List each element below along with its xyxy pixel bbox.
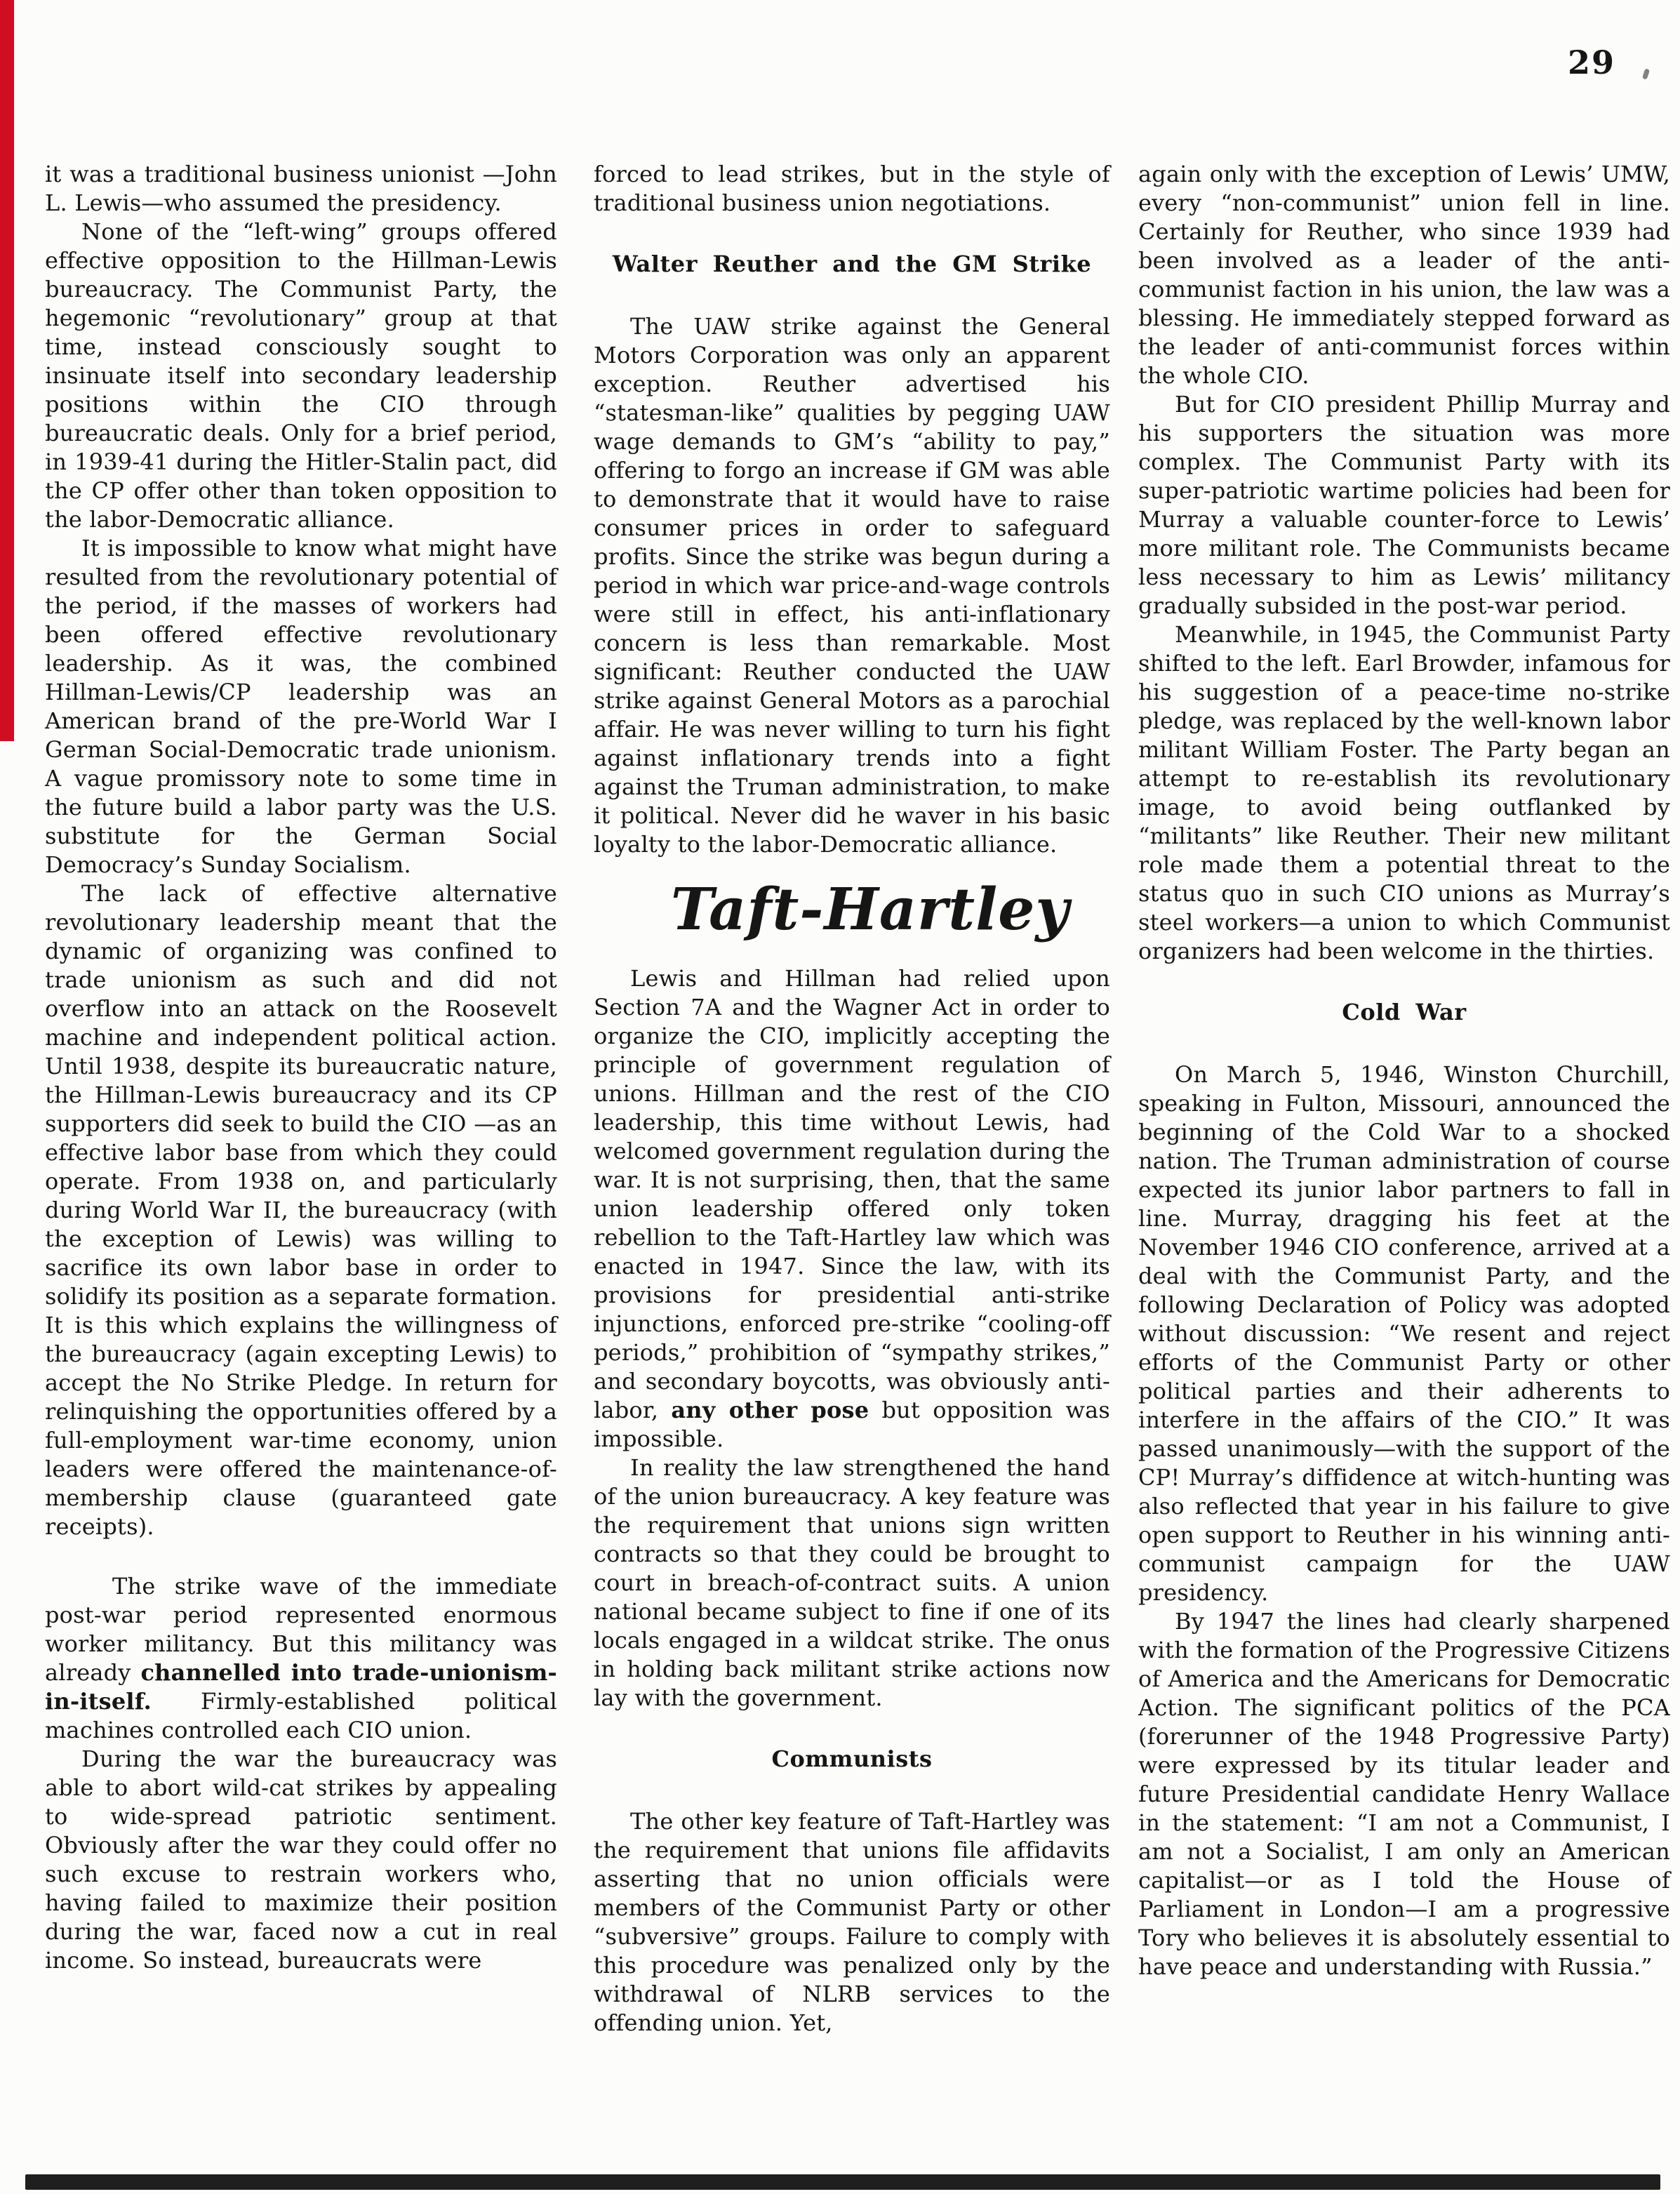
- ink-speck: [1642, 68, 1650, 79]
- para-middle-3: Lewis and Hillman had relied upon Section 7A and the Wagner Act in order to organize the CIO, implicitly accepting the principle of government regulation of unions. Hillman and the rest of the CIO leadership, this time without Lewis, had welcomed government regulation during the war. It is not surprising, then, that the same union leadership offered only token rebellion to the Taft-Hartley law which was enacted in 1947. Since the law, with its provisions for presidential anti-strike injunctions, enforced pre-strike “cooling-off periods,” prohibition of “sympathy strikes,” and secondary boycotts, was obviously anti-labor, any other pose but opposition was impossible.: [594, 965, 1110, 1452]
- para-left-6: During the war the bureaucracy was able to abort wild-cat strikes by appealing to wide-spread patriotic sentiment. Obviously after the war they could offer no such excuse to restrain workers who, having failed to maximize their position during the war, faced now a cut in real income. So instead, bureaucrats were: [45, 1746, 557, 1974]
- para-middle-5: The other key feature of Taft-Hartley was the requirement that unions file affidavits asserting that no union officials were members of the Communist Party or other “subversive” groups. Failure to comply with this procedure was penalized only by the withdrawal of NLRB services to the offending union. Yet,: [594, 1808, 1110, 2036]
- column-right: [1138, 160, 1670, 1981]
- para-middle-1: forced to lead strikes, but in the style of traditional business union negotiations.: [594, 161, 1110, 216]
- para-right-2: But for CIO president Phillip Murray and his supporters the situation was more complex. The Communist Party with its super-patriotic wartime policies had been for Murray a valuable counter-force to Lewis’ more militant role. The Communists became less necessary to him as Lewis’ militancy gradually subsided in the post-war period.: [1138, 391, 1670, 619]
- para-left-3: It is impossible to know what might have resulted from the revolutionary potential of the period, if the masses of workers had been offered effective revolutionary leadership. As it was, the combined Hillman-Lewis/CP leadership was an American brand of the pre-World War I German Social-Democratic trade unionism. A vague promissory note to some time in the future build a labor party was the U.S. substitute for the German Social Democracy’s Sunday Socialism.: [45, 535, 557, 878]
- section-heading-walter-reuther: Walter Reuther and the GM Strike: [612, 251, 1092, 277]
- para-left-4: The lack of effective alternative revolutionary leadership meant that the dynamic of organizing was confined to trade unionism as such and did not overflow into an attack on the Roosevelt machine and independent political action. Until 1938, despite its bureaucratic nature, the Hillman-Lewis bureaucracy and its CP supporters did seek to build the CIO —as an effective labor base from which they could operate. From 1938 on, and particularly during World War II, the bureaucracy (with the exception of Lewis) was willing to sacrifice its own labor base in order to solidify its position as a separate formation. It is this which explains the willingness of the bureaucracy (again excepting Lewis) to accept the No Strike Pledge. In return for relinquishing the opportunities offered by a full-employment war-time economy, union leaders were offered the maintenance-of-membership clause (guaranteed gate receipts).: [45, 880, 557, 1540]
- para-right-4: On March 5, 1946, Winston Churchill, speaking in Fulton, Missouri, announced the beginning of the Cold War to a shocked nation. The Truman administration of course expected its junior labor partners to fall in line. Murray, dragging his feet at the November 1946 CIO conference, arrived at a deal with the Communist Party, and the following Declaration of Policy was adopted without discussion: “We resent and reject efforts of the Communist Party or other political parties and their adherents to interfere in the affairs of the CIO.” It was passed unanimously—with the support of the CP! Murray’s diffidence at witch-hunting was also reflected that year in his failure to give open support to Reuther in his winning anti-communist campaign for the UAW presidency.: [1138, 1061, 1670, 1606]
- para-left-5: The strike wave of the immediate post-war period represented enormous worker militancy. But this militancy was already channelled into trade-unionism-in-itself. Firmly-established political machines controlled each CIO union.: [45, 1573, 558, 1743]
- section-heading-cold-war: Cold War: [1342, 999, 1467, 1025]
- page-number: 29: [1568, 44, 1616, 81]
- bottom-rule-bar: [25, 2174, 1660, 2190]
- para-middle-2: The UAW strike against the General Motors Corporation was only an apparent exception. Reuther advertised his “statesman-like” qualities by pegging UAW wage demands to GM’s “ability to pay,” offering to forgo an increase if GM was able to demonstrate that it would have to raise consumer prices in order to safeguard profits. Since the strike was begun during a period in which war price-and-wage controls were still in effect, his anti-inflationary concern is less than remarkable. Most significant: Reuther conducted the UAW strike against General Motors as a parochial affair. He was never willing to turn his fight against inflationary trends into a fight against the Truman administration, to make it political. Never did he waver in his basic loyalty to the labor-Democratic alliance.: [594, 313, 1110, 858]
- para-middle-4: In reality the law strengthened the hand of the union bureaucracy. A key feature was the requirement that unions sign written contracts so that they could be brought to court in breach-of-contract suits. A union national became subject to fine if one of its locals engaged in a wildcat strike. The onus in holding back militant strike actions now lay with the government.: [594, 1454, 1110, 1711]
- red-margin-stripe: [0, 0, 14, 741]
- column-middle: [594, 160, 1110, 2037]
- section-heading-communists: Communists: [771, 1746, 933, 1772]
- article-heading-taft-hartley: Taft-Hartley: [670, 876, 1070, 943]
- para-left-2: None of the “left-wing” groups offered effective opposition to the Hillman-Lewis bureaucracy. The Communist Party, the hegemonic “revolutionary” group at that time, instead consciously sought to insinuate itself into secondary leadership positions within the CIO through bureaucratic deals. Only for a brief period, in 1939-41 during the Hitler-Stalin pact, did the CP offer other than token opposition to the labor-Democratic alliance.: [45, 218, 557, 533]
- para-right-5: By 1947 the lines had clearly sharpened with the formation of the Progressive Citizens of America and the Americans for Democratic Action. The significant politics of the PCA (forerunner of the 1948 Progressive Party) were expressed by its titular leader and future Presidential candidate Henry Wallace in the statement: “I am not a Communist, I am not a Socialist, I am only an American capitalist—or as I told the House of Parliament in London—I am a progressive Tory who believes it is absolutely essential to have peace and understanding with Russia.”: [1138, 1608, 1670, 1980]
- para-right-1: again only with the exception of Lewis’ UMW, every “non-communist” union fell in line. Certainly for Reuther, who since 1939 had been involved as a leader of the anti-communist faction in his union, the law was a blessing. He immediately stepped forward as the leader of anti-communist forces within the whole CIO.: [1138, 161, 1670, 389]
- para-left-1: it was a traditional business unionist —John L. Lewis—who assumed the presidency.: [45, 161, 557, 216]
- column-left: [45, 160, 557, 1975]
- para-right-3: Meanwhile, in 1945, the Communist Party shifted to the left. Earl Browder, infamous for his suggestion of a peace-time no-strike pledge, was replaced by the well-known labor militant William Foster. The Party began an attempt to re-establish its revolutionary image, to avoid being outflanked by “militants” like Reuther. Their new militant role made them a potential threat to the status quo in such CIO unions as Murray’s steel workers—a union to which Communist organizers had been welcome in the thirties.: [1138, 621, 1670, 964]
